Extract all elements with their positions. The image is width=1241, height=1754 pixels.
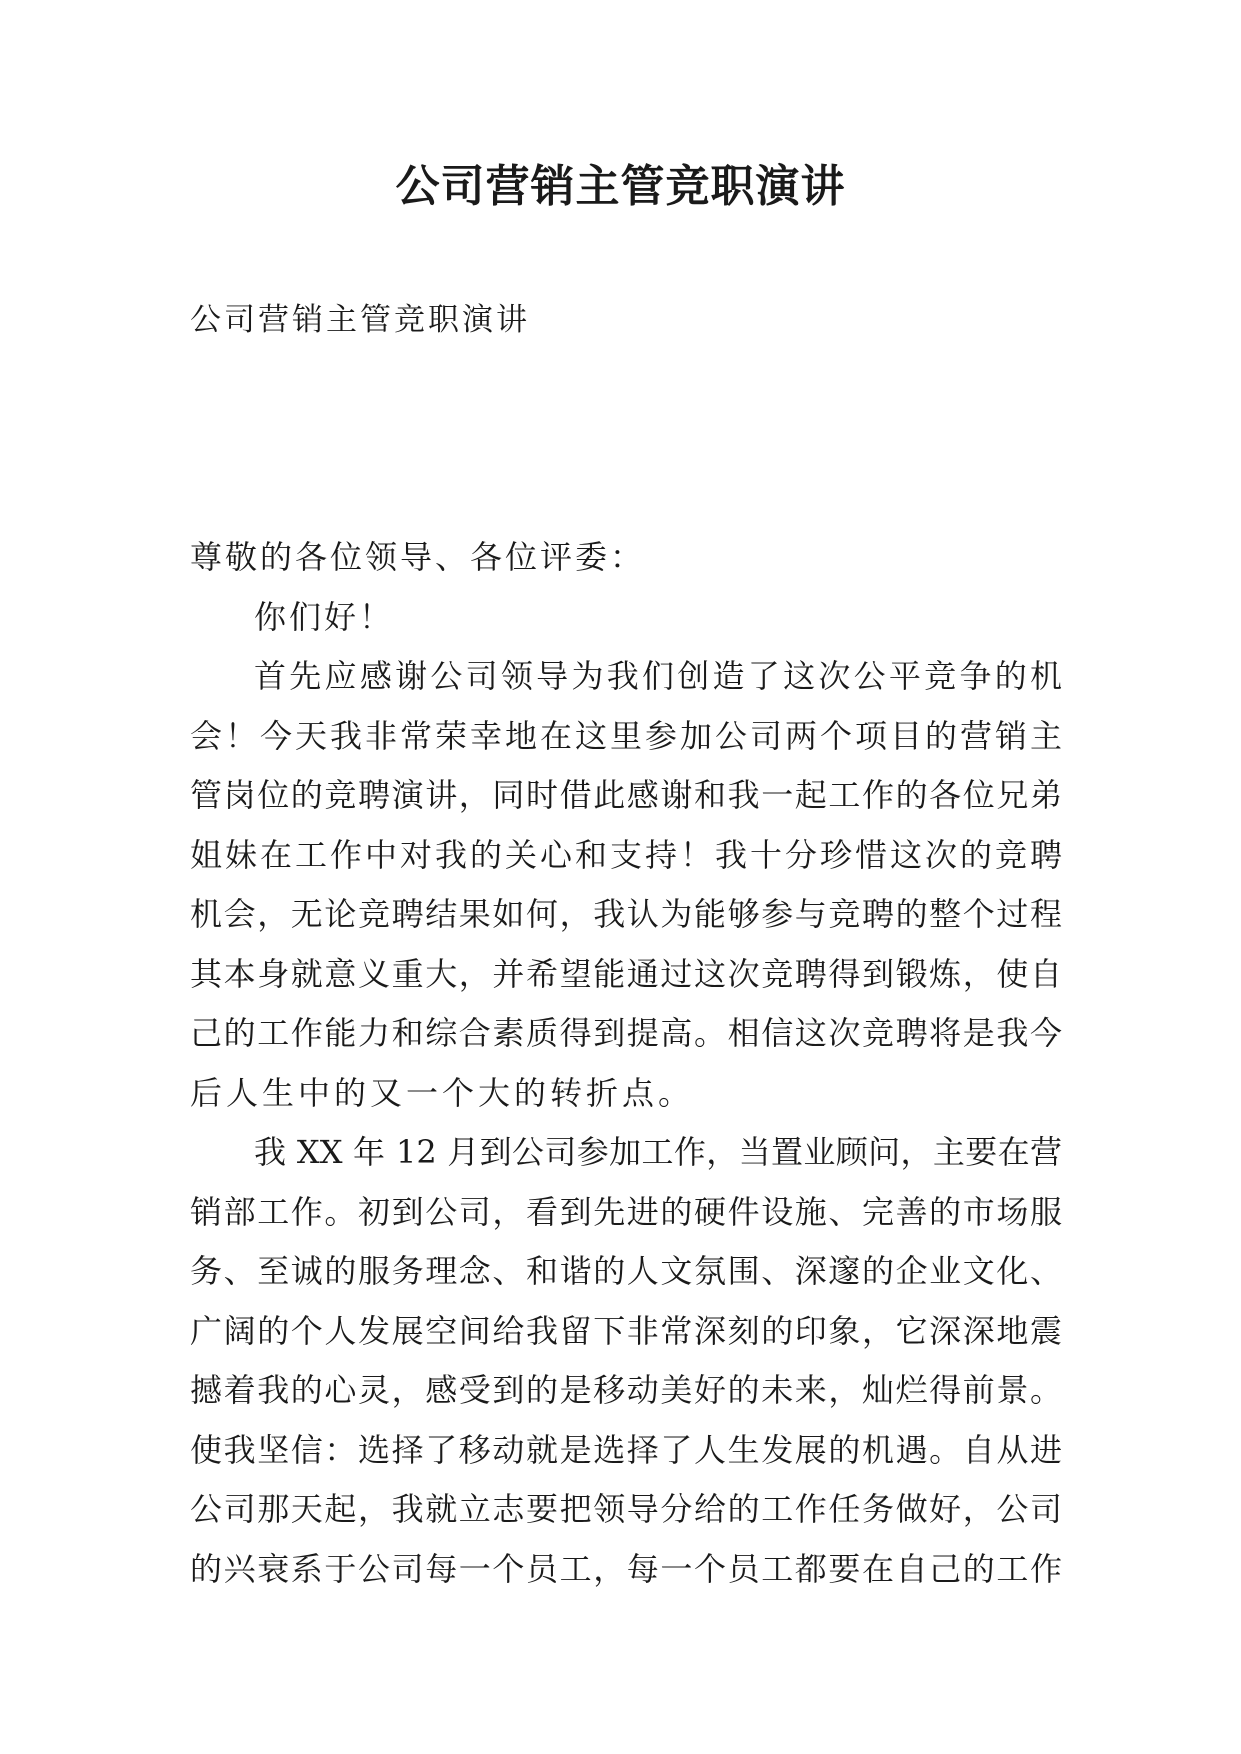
document-subtitle: 公司营销主管竞职演讲: [190, 302, 530, 338]
text-line: 我 XX 年 12 月到公司参加工作，当置业顾问，主要在营: [254, 1133, 1062, 1171]
text-line: 机会，无论竞聘结果如何，我认为能够参与竞聘的整个过程: [190, 895, 1062, 933]
paragraph-2: [190, 1123, 1062, 1599]
text-line: 会！今天我非常荣幸地在这里参加公司两个项目的营销主: [190, 716, 1062, 755]
text-line: 己的工作能力和综合素质得到提高。相信这次竞聘将是我今: [190, 1014, 1062, 1052]
text-line: 广阔的个人发展空间给我留下非常深刻的印象，它深深地震: [190, 1311, 1062, 1350]
text-line: 姐妹在工作中对我的关心和支持！我十分珍惜这次的竞聘: [190, 835, 1062, 874]
text-line: 的兴衰系于公司每一个员工，每一个员工都要在自己的工作: [190, 1549, 1062, 1588]
text-line: 使我坚信：选择了移动就是选择了人生发展的机遇。自从进: [190, 1430, 1062, 1469]
text-line: 撼着我的心灵，感受到的是移动美好的未来，灿烂得前景。: [190, 1371, 1062, 1409]
text-line: 销部工作。初到公司，看到先进的硬件设施、完善的市场服: [190, 1192, 1062, 1231]
text-line: 管岗位的竞聘演讲，同时借此感谢和我一起工作的各位兄弟: [190, 776, 1062, 814]
text-line: 首先应感谢公司领导为我们创造了这次公平竞争的机: [254, 657, 1062, 695]
greeting: 你们好！: [254, 597, 395, 636]
text-line: 务、至诚的服务理念、和谐的人文氛围、深邃的企业文化、: [190, 1252, 1062, 1290]
salutation: 尊敬的各位领导、各位评委：: [190, 538, 646, 576]
document-title: 公司营销主管竞职演讲: [395, 161, 846, 212]
paragraph-1: [190, 647, 1062, 1123]
text-line: 其本身就意义重大，并希望能通过这次竞聘得到锻炼，使自: [190, 954, 1062, 993]
document-body: [190, 528, 1062, 1599]
text-line: 后人生中的又一个大的转折点。: [190, 1073, 695, 1112]
text-line: 公司那天起，我就立志要把领导分给的工作任务做好，公司: [190, 1490, 1062, 1528]
